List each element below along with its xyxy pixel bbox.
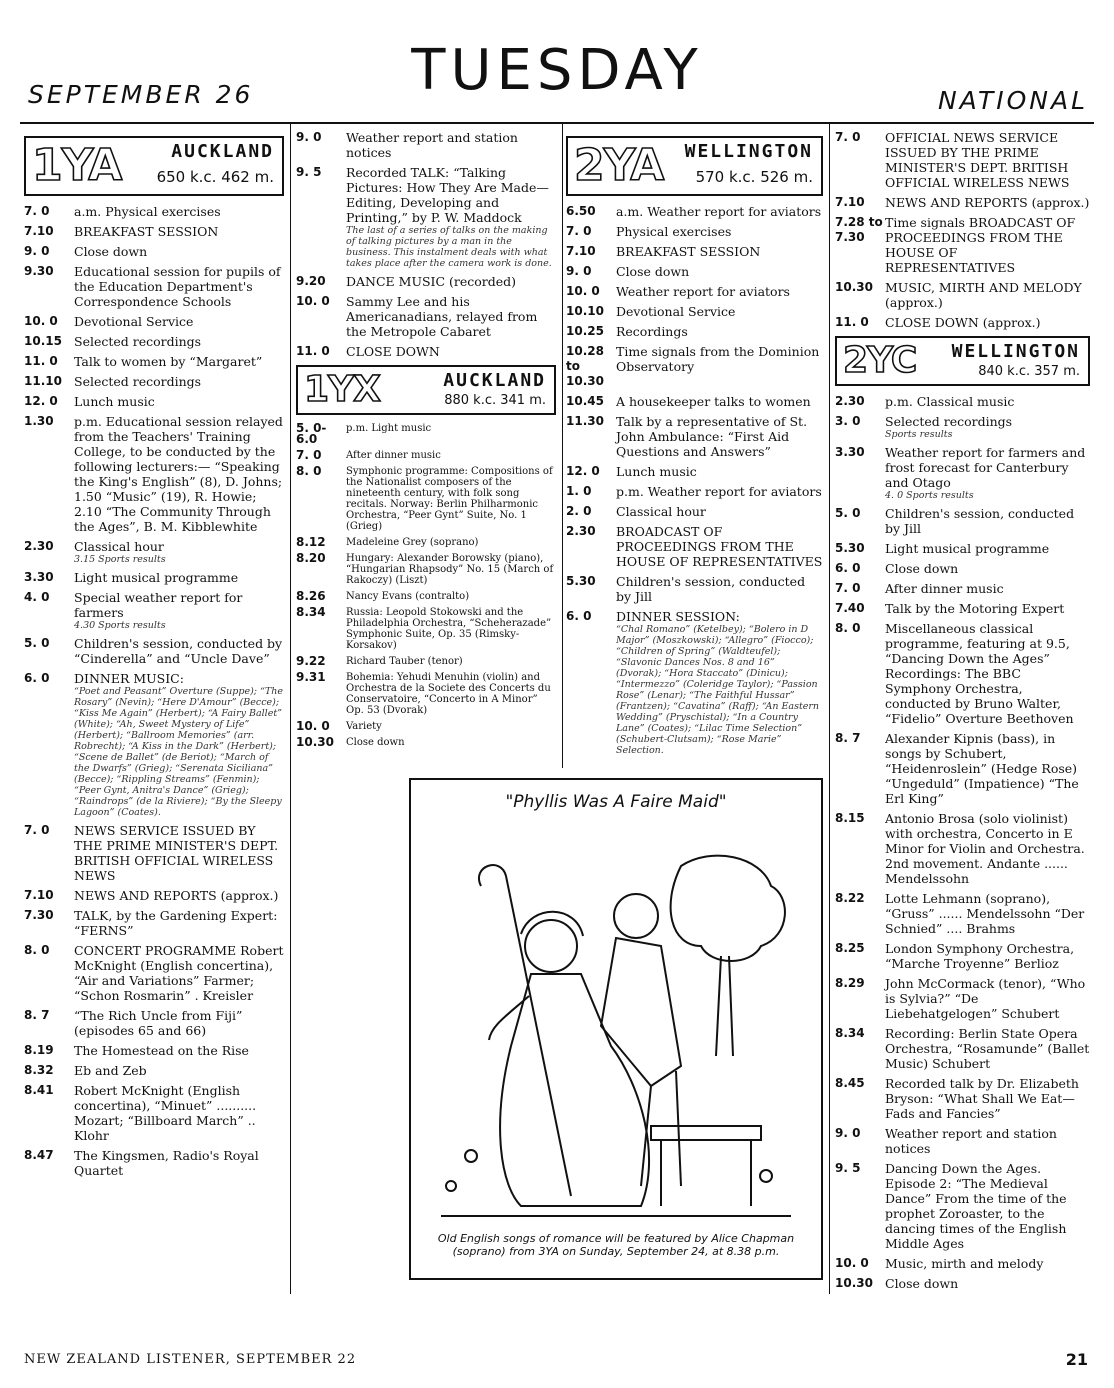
programme-text: TALK, by the Gardening Expert: “FERNS” xyxy=(74,908,278,938)
programme-entry xyxy=(24,1083,284,1143)
shepherdess-illustration xyxy=(411,826,817,1226)
programme-entry xyxy=(24,224,284,239)
programme-entry xyxy=(296,553,556,586)
programme-text: Classical hour xyxy=(74,539,164,554)
programme-text: Time signals from the Dominion Observatory xyxy=(616,344,820,374)
programme-text: Devotional Service xyxy=(74,314,194,329)
programme-note: 4. 0 Sports results xyxy=(885,490,974,501)
programme-text: Symphonic programme: Compositions of the Nationalist composers of the nineteenth century, with folk song recitals. Norway: Berlin Philharmonic Orchestra, “Peer Gynt” Suite, No. 1 (Grieg) xyxy=(346,466,553,532)
page-number: 21 xyxy=(1065,1350,1088,1369)
programme-entry xyxy=(566,394,823,409)
programme-time: 9.22 xyxy=(296,654,326,668)
programme-entry xyxy=(24,943,284,1003)
programme-time: 5.30 xyxy=(835,541,865,555)
programme-entry xyxy=(296,130,556,160)
programme-text: “The Rich Uncle from Fiji” (episodes 65 and 66) xyxy=(74,1008,243,1038)
programme-text: Robert McKnight (English concertina), “Minuet” .......... Mozart; “Billboard March” .. Klohr xyxy=(74,1083,257,1143)
programme-text: Close down xyxy=(885,561,959,576)
programme-entry xyxy=(24,204,284,219)
programme-entry xyxy=(835,1126,1090,1156)
programme-text: Selected recordings xyxy=(74,374,202,389)
column-2yc xyxy=(835,130,1090,1296)
programme-text: Variety xyxy=(346,721,382,732)
programme-time: 5.30 xyxy=(566,574,596,588)
programme-entry xyxy=(835,414,1090,440)
programme-text: Lotte Lehmann (soprano), “Gruss” ...... Mendelssohn “Der Schnied” .... Brahms xyxy=(885,891,1085,936)
programme-text: Physical exercises xyxy=(616,224,732,239)
station-city: AUCKLAND xyxy=(443,370,546,391)
programme-text: Alexander Kipnis (bass), in songs by Schubert, “Heidenroslein” (Hedge Rose) “Ungeduld” (Impatience) “The Erl King” xyxy=(885,731,1079,806)
programme-entry xyxy=(296,466,556,532)
programme-text: Dancing Down the Ages. Episode 2: “The Medieval Dance” From the time of the prophet Zoroaster, to the dancing times of the English Middle Ages xyxy=(885,1161,1067,1251)
programme-text: Recorded talk by Dr. Elizabeth Bryson: “What Shall We Eat—Fads and Fancies” xyxy=(885,1076,1079,1121)
programme-text: Special weather report for farmers xyxy=(74,590,243,620)
programme-time: 7. 0 xyxy=(24,204,50,218)
programme-text: Lunch music xyxy=(74,394,155,409)
station-box-2yc xyxy=(835,336,1090,386)
programme-note: “Chal Romano” (Ketelbey); “Bolero in D Major” (Moszkowski); “Allegro” (Fiocco); “Children of Spring” (Waldteufel); “Slavonic Dances Nos. 8 and 16” (Dvorak); “Hora Staccato” (Dinicu); “Intermezzo” (Coleridge Taylor); “Passion Rose” (Lenar); “The Faithful Hussar” (Frantzen); “Cavatina” (Raff); “An Eastern Wedding” (Pryschistal); “In a Country Lane” (Coates); “Lilac Time Selection” (Schubert-Clutsam); “Rose Marie” Selection. xyxy=(616,624,820,756)
programme-entry xyxy=(835,315,1090,330)
programme-entry xyxy=(296,294,556,339)
programme-text: Time signals BROADCAST OF PROCEEDINGS FROM THE HOUSE OF REPRESENTATIVES xyxy=(885,215,1076,275)
programme-entry xyxy=(24,374,284,389)
programme-time: 12. 0 xyxy=(566,464,600,478)
programme-entry xyxy=(835,891,1090,936)
programme-time: 9. 0 xyxy=(835,1126,861,1140)
programme-text: BREAKFAST SESSION xyxy=(616,244,761,259)
programme-entry xyxy=(24,671,284,818)
programme-entry xyxy=(24,636,284,666)
programme-entry xyxy=(835,941,1090,971)
programme-entry xyxy=(296,737,556,748)
programme-entry xyxy=(296,450,556,461)
programme-text: After dinner music xyxy=(346,450,441,461)
programme-note: The last of a series of talks on the making of talking pictures by a man in the business. This instalment deals with what takes place after the camera work is done. xyxy=(346,225,552,269)
programme-entry xyxy=(296,721,556,732)
programme-entry xyxy=(24,539,284,565)
column-rule xyxy=(290,124,291,1294)
station-frequency: 880 k.c. 341 m. xyxy=(444,393,546,408)
column-1yx xyxy=(296,130,556,753)
programme-entry xyxy=(296,591,556,602)
programme-time: 8.22 xyxy=(835,891,865,905)
programme-entry xyxy=(566,464,823,479)
programme-list xyxy=(835,394,1090,1291)
programme-entry xyxy=(24,394,284,409)
programme-time: 8. 0 xyxy=(296,464,322,478)
programme-text: Weather report for farmers and frost forecast for Canterbury and Otago xyxy=(885,445,1086,490)
programme-time: 5. 0 xyxy=(835,506,861,520)
programme-time: 8.15 xyxy=(835,811,865,825)
programme-entry xyxy=(296,656,556,667)
programme-text: Close down xyxy=(885,1276,959,1291)
programme-text: Madeleine Grey (soprano) xyxy=(346,537,479,548)
programme-time: 3.30 xyxy=(835,445,865,459)
programme-time: 8.12 xyxy=(296,535,326,549)
page-date: SEPTEMBER 26 xyxy=(28,80,254,109)
programme-time: 2.30 xyxy=(835,394,865,408)
station-city: WELLINGTON xyxy=(684,141,813,162)
programme-text: Children's session, conducted by Jill xyxy=(616,574,806,604)
programme-entry xyxy=(24,1148,284,1178)
programme-entry xyxy=(296,672,556,716)
footer-publication: NEW ZEALAND LISTENER, SEPTEMBER 22 xyxy=(24,1352,357,1367)
station-frequency: 650 k.c. 462 m. xyxy=(156,168,274,186)
programme-text: MUSIC, MIRTH AND MELODY (approx.) xyxy=(885,280,1082,310)
programme-time: 7.40 xyxy=(835,601,865,615)
programme-time: 8.45 xyxy=(835,1076,865,1090)
programme-entry xyxy=(835,280,1090,310)
programme-text: Weather report for aviators xyxy=(616,284,790,299)
programme-time: 2.30 xyxy=(566,524,596,538)
programme-text: The Kingsmen, Radio's Royal Quartet xyxy=(74,1148,259,1178)
programme-time: 1.30 xyxy=(24,414,54,428)
programme-text: NEWS AND REPORTS (approx.) xyxy=(74,888,279,903)
programme-time: 7. 0 xyxy=(835,581,861,595)
programme-text: NEWS SERVICE ISSUED BY THE PRIME MINISTER'S DEPT. BRITISH OFFICIAL WIRELESS NEWS xyxy=(74,823,279,883)
programme-entry xyxy=(835,1276,1090,1291)
programme-time: 8.20 xyxy=(296,551,326,565)
programme-text: John McCormack (tenor), “Who is Sylvia?” “De Liebehatgelogen” Schubert xyxy=(885,976,1086,1021)
programme-text: p.m. Educational session relayed from the Teachers' Training College, to be conducted by the following lecturers:— “Speaking the King's English” (8), D. Johns; 1.50 “Music” (19), R. Howie; 2.10 “The Community Through the Ages”, B. M. Kibblewhite xyxy=(74,414,283,534)
programme-entry xyxy=(835,506,1090,536)
programme-entry xyxy=(566,324,823,339)
programme-entry xyxy=(835,541,1090,556)
programme-text: Recordings xyxy=(616,324,688,339)
programme-time: 2.30 xyxy=(24,539,54,553)
programme-text: BROADCAST OF PROCEEDINGS FROM THE HOUSE OF REPRESENTATIVES xyxy=(616,524,823,569)
programme-time: 3.30 xyxy=(24,570,54,584)
programme-text: Talk by the Motoring Expert xyxy=(885,601,1065,616)
programme-entry xyxy=(566,414,823,459)
column-2ya xyxy=(566,130,823,761)
programme-time: 11. 0 xyxy=(24,354,58,368)
programme-time: 8.34 xyxy=(296,605,326,619)
programme-text: Lunch music xyxy=(616,464,697,479)
programme-entry xyxy=(24,314,284,329)
programme-entry xyxy=(24,264,284,309)
programme-entry xyxy=(835,195,1090,210)
programme-time: 8.19 xyxy=(24,1043,54,1057)
programme-time: 10.28 to 10.30 xyxy=(566,344,604,388)
programme-entry xyxy=(566,264,823,279)
programme-entry xyxy=(24,414,284,534)
station-frequency: 840 k.c. 357 m. xyxy=(978,364,1080,379)
column-rule xyxy=(562,124,563,768)
programme-entry xyxy=(835,1256,1090,1271)
programme-time: 11.10 xyxy=(24,374,62,388)
programme-entry xyxy=(566,609,823,756)
programme-list xyxy=(566,204,823,756)
programme-entry xyxy=(24,590,284,631)
programme-entry xyxy=(24,1008,284,1038)
programme-text: Miscellaneous classical programme, featuring at 9.5, “Dancing Down the Ages” Recordings: The BBC Symphony Orchestra, conducted by Bruno Walter, “Fidelio” Overture Beethoven xyxy=(885,621,1074,726)
programme-time: 2. 0 xyxy=(566,504,592,518)
programme-text: After dinner music xyxy=(885,581,1004,596)
programme-time: 8.25 xyxy=(835,941,865,955)
programme-entry xyxy=(566,204,823,219)
programme-text: Music, mirth and melody xyxy=(885,1256,1044,1271)
programme-time: 10.45 xyxy=(566,394,604,408)
programme-entry xyxy=(835,1161,1090,1251)
programme-entry xyxy=(835,621,1090,726)
programme-time: 7. 0 xyxy=(24,823,50,837)
programme-time: 9. 0 xyxy=(566,264,592,278)
header-rule xyxy=(20,122,1094,124)
programme-text: Classical hour xyxy=(616,504,706,519)
programme-entry xyxy=(566,344,823,389)
programme-entry xyxy=(24,334,284,349)
programme-time: 8.34 xyxy=(835,1026,865,1040)
programme-text: a.m. Weather report for aviators xyxy=(616,204,822,219)
programme-entry xyxy=(24,823,284,883)
programme-time: 8.32 xyxy=(24,1063,54,1077)
programme-entry xyxy=(24,1043,284,1058)
programme-time: 9.31 xyxy=(296,670,326,684)
programme-text: Close down xyxy=(616,264,690,279)
programme-entry xyxy=(835,130,1090,190)
programme-text: Hungary: Alexander Borowsky (piano), “Hungarian Rhapsody” No. 15 (March of Rakoczy) (Liszt) xyxy=(346,553,554,586)
programme-text: Sammy Lee and his Americanadians, relayed from the Metropole Cabaret xyxy=(346,294,538,339)
programme-time: 9.30 xyxy=(24,264,54,278)
programme-note: “Poet and Peasant” Overture (Suppe); “The Rosary” (Nevin); “Here D'Amour” (Becce); “Kiss Me Again” (Herbert); “A Fairy Ballet” (White); “Ah, Sweet Mystery of Life” (Herbert); “Ballroom Memories” (arr. Robrecht); “A Kiss in the Dark” (Herbert); “Scene de Ballet” (de Beriot); “March of the Dwarfs” (Grieg); “Serenata Siciliana” (Becce); “Rippling Streams” (Fenmin); “Peer Gynt, Anitra's Dance” (Grieg); “Raindrops” (de la Riviere); “By the Sleepy Lagoon” (Coates). xyxy=(74,686,283,818)
programme-text: Selected recordings xyxy=(74,334,202,349)
column-1yа xyxy=(24,130,284,1183)
programme-text: Children's session, conducted by Jill xyxy=(885,506,1075,536)
programme-entry xyxy=(835,1076,1090,1121)
programme-time: 11.30 xyxy=(566,414,604,428)
programme-text: CLOSE DOWN xyxy=(346,344,440,359)
programme-text: CONCERT PROGRAMME Robert McKnight (English concertina), “Air and Variations” Farmer; “Schon Rosmarin” . Kreisler xyxy=(74,943,284,1003)
programme-text: Antonio Brosa (solo violinist) with orchestra, Concerto in E Minor for Violin and Orchestra. 2nd movement. Andante ...... Mendelssohn xyxy=(885,811,1085,886)
programme-note: 4.30 Sports results xyxy=(74,620,166,631)
programme-text: p.m. Weather report for aviators xyxy=(616,484,822,499)
station-frequency: 570 k.c. 526 m. xyxy=(695,168,813,186)
station-box-1ya xyxy=(24,136,284,196)
programme-text: Educational session for pupils of the Education Department's Correspondence Schools xyxy=(74,264,281,309)
programme-entry xyxy=(24,1063,284,1078)
programme-list xyxy=(296,130,556,359)
programme-text: DANCE MUSIC (recorded) xyxy=(346,274,517,289)
programme-entry xyxy=(835,601,1090,616)
programme-text: Light musical programme xyxy=(74,570,239,585)
programme-time: 6. 0 xyxy=(24,671,50,685)
programme-time: 8.26 xyxy=(296,589,326,603)
programme-time: 5. 0-6.0 xyxy=(296,421,327,446)
programme-text: Bohemia: Yehudi Menuhin (violin) and Orchestra de la Societe des Concerts du Conservatoire, “Concerto in A Minor” Op. 53 (Dvorak) xyxy=(346,672,551,716)
programme-time: 6.50 xyxy=(566,204,596,218)
programme-time: 10.30 xyxy=(835,1276,873,1290)
programme-time: 7.30 xyxy=(24,908,54,922)
programme-time: 9. 0 xyxy=(24,244,50,258)
programme-entry xyxy=(24,908,284,938)
programme-time: 10. 0 xyxy=(835,1256,869,1270)
programme-text: Russia: Leopold Stokowski and the Philadelphia Orchestra, “Scheherazade” Symphonic Suite, Op. 35 (Rimsky-Korsakov) xyxy=(346,607,552,651)
programme-entry xyxy=(24,244,284,259)
programme-entry xyxy=(566,244,823,259)
programme-time: 10.25 xyxy=(566,324,604,338)
programme-entry xyxy=(296,537,556,548)
programme-time: 6. 0 xyxy=(566,609,592,623)
programme-time: 11. 0 xyxy=(835,315,869,329)
station-logo: 1YX xyxy=(304,369,380,410)
station-box-1yx xyxy=(296,365,556,415)
programme-time: 7.10 xyxy=(566,244,596,258)
programme-text: p.m. Classical music xyxy=(885,394,1015,409)
programme-entry xyxy=(566,524,823,569)
programme-time: 7.28 to 7.30 xyxy=(835,215,883,244)
programme-time: 9. 0 xyxy=(296,130,322,144)
programme-text: Selected recordings xyxy=(885,414,1013,429)
illustration-panel xyxy=(409,778,823,1280)
station-logo: 2YA xyxy=(574,140,664,191)
programme-time: 8.41 xyxy=(24,1083,54,1097)
station-logo: 2YC xyxy=(843,340,917,381)
programme-entry xyxy=(296,165,556,269)
programme-time: 9. 5 xyxy=(835,1161,861,1175)
illustration-title: "Phyllis Was A Faire Maid" xyxy=(505,792,727,812)
programme-text: Eb and Zeb xyxy=(74,1063,147,1078)
programme-entry xyxy=(566,484,823,499)
programme-time: 3. 0 xyxy=(835,414,861,428)
programme-time: 8. 7 xyxy=(24,1008,50,1022)
programme-entry xyxy=(24,888,284,903)
programme-time: 7. 0 xyxy=(835,130,861,144)
programme-time: 4. 0 xyxy=(24,590,50,604)
programme-time: 6. 0 xyxy=(835,561,861,575)
programme-entry xyxy=(835,1026,1090,1071)
programme-note: Sports results xyxy=(885,429,953,440)
programme-note: 3.15 Sports results xyxy=(74,554,166,565)
programme-text: Close down xyxy=(74,244,148,259)
programme-entry xyxy=(296,274,556,289)
programme-text: Recording: Berlin State Opera Orchestra, “Rosamunde” (Ballet Music) Schubert xyxy=(885,1026,1090,1071)
programme-entry xyxy=(566,284,823,299)
programme-text: p.m. Light music xyxy=(346,423,432,434)
station-logo: 1YA xyxy=(32,140,122,191)
programme-time: 8.29 xyxy=(835,976,865,990)
programme-time: 7. 0 xyxy=(296,448,322,462)
programme-entry xyxy=(835,394,1090,409)
programme-text: DINNER MUSIC: xyxy=(74,671,184,686)
programme-entry xyxy=(24,570,284,585)
programme-list xyxy=(835,130,1090,330)
programme-entry xyxy=(835,976,1090,1021)
programme-time: 9. 5 xyxy=(296,165,322,179)
programme-entry xyxy=(566,574,823,604)
programme-time: 10.30 xyxy=(835,280,873,294)
programme-text: Talk by a representative of St. John Ambulance: “First Aid Questions and Answers” xyxy=(616,414,808,459)
programme-time: 7.10 xyxy=(24,224,54,238)
programme-text: A housekeeper talks to women xyxy=(616,394,811,409)
programme-text: Devotional Service xyxy=(616,304,736,319)
programme-time: 8. 0 xyxy=(835,621,861,635)
column-rule xyxy=(829,124,830,1294)
programme-text: Close down xyxy=(346,737,405,748)
page-day-title: TUESDAY xyxy=(411,38,703,103)
programme-time: 11. 0 xyxy=(296,344,330,358)
page-section: NATIONAL xyxy=(937,86,1088,115)
programme-time: 12. 0 xyxy=(24,394,58,408)
programme-time: 5. 0 xyxy=(24,636,50,650)
programme-time: 10. 0 xyxy=(296,719,330,733)
programme-text: Talk to women by “Margaret” xyxy=(74,354,263,369)
programme-entry xyxy=(835,445,1090,501)
programme-list xyxy=(24,204,284,1178)
programme-entry xyxy=(835,581,1090,596)
station-city: AUCKLAND xyxy=(171,141,274,162)
programme-list xyxy=(296,423,556,748)
programme-time: 1. 0 xyxy=(566,484,592,498)
programme-entry xyxy=(835,215,1090,275)
programme-text: Weather report and station notices xyxy=(885,1126,1057,1156)
programme-text: DINNER SESSION: xyxy=(616,609,740,624)
programme-time: 10.30 xyxy=(296,735,334,749)
programme-text: NEWS AND REPORTS (approx.) xyxy=(885,195,1090,210)
programme-entry xyxy=(296,423,556,445)
programme-text: The Homestead on the Rise xyxy=(74,1043,249,1058)
programme-time: 10.15 xyxy=(24,334,62,348)
programme-entry xyxy=(566,304,823,319)
programme-time: 7. 0 xyxy=(566,224,592,238)
programme-text: Light musical programme xyxy=(885,541,1050,556)
programme-text: BREAKFAST SESSION xyxy=(74,224,219,239)
illustration-caption: Old English songs of romance will be featured by Alice Chapman (soprano) from 3YA on Sunday, September 24, at 8.38 p.m. xyxy=(437,1232,795,1258)
programme-time: 9.20 xyxy=(296,274,326,288)
programme-text: Recorded TALK: “Talking Pictures: How They Are Made—Editing, Developing and Printing,” by P. W. Maddock xyxy=(346,165,549,225)
station-city: WELLINGTON xyxy=(951,341,1080,362)
programme-text: CLOSE DOWN (approx.) xyxy=(885,315,1041,330)
programme-time: 10. 0 xyxy=(24,314,58,328)
programme-time: 7.10 xyxy=(835,195,865,209)
programme-text: Richard Tauber (tenor) xyxy=(346,656,463,667)
programme-time: 10. 0 xyxy=(566,284,600,298)
programme-entry xyxy=(566,224,823,239)
programme-text: Children's session, conducted by “Cinderella” and “Uncle Dave” xyxy=(74,636,283,666)
programme-time: 10.10 xyxy=(566,304,604,318)
programme-entry xyxy=(296,607,556,651)
programme-text: London Symphony Orchestra, “Marche Troyenne” Berlioz xyxy=(885,941,1075,971)
programme-time: 10. 0 xyxy=(296,294,330,308)
programme-entry xyxy=(835,811,1090,886)
programme-entry xyxy=(296,344,556,359)
programme-entry xyxy=(835,731,1090,806)
programme-text: a.m. Physical exercises xyxy=(74,204,221,219)
programme-time: 7.10 xyxy=(24,888,54,902)
programme-text: OFFICIAL NEWS SERVICE ISSUED BY THE PRIME MINISTER'S DEPT. BRITISH OFFICIAL WIRELESS NEWS xyxy=(885,130,1070,190)
programme-time: 8. 0 xyxy=(24,943,50,957)
programme-text: Nancy Evans (contralto) xyxy=(346,591,470,602)
programme-time: 8.47 xyxy=(24,1148,54,1162)
programme-entry xyxy=(24,354,284,369)
programme-entry xyxy=(835,561,1090,576)
programme-time: 8. 7 xyxy=(835,731,861,745)
station-box-2ya xyxy=(566,136,823,196)
programme-entry xyxy=(566,504,823,519)
programme-text: Weather report and station notices xyxy=(346,130,518,160)
